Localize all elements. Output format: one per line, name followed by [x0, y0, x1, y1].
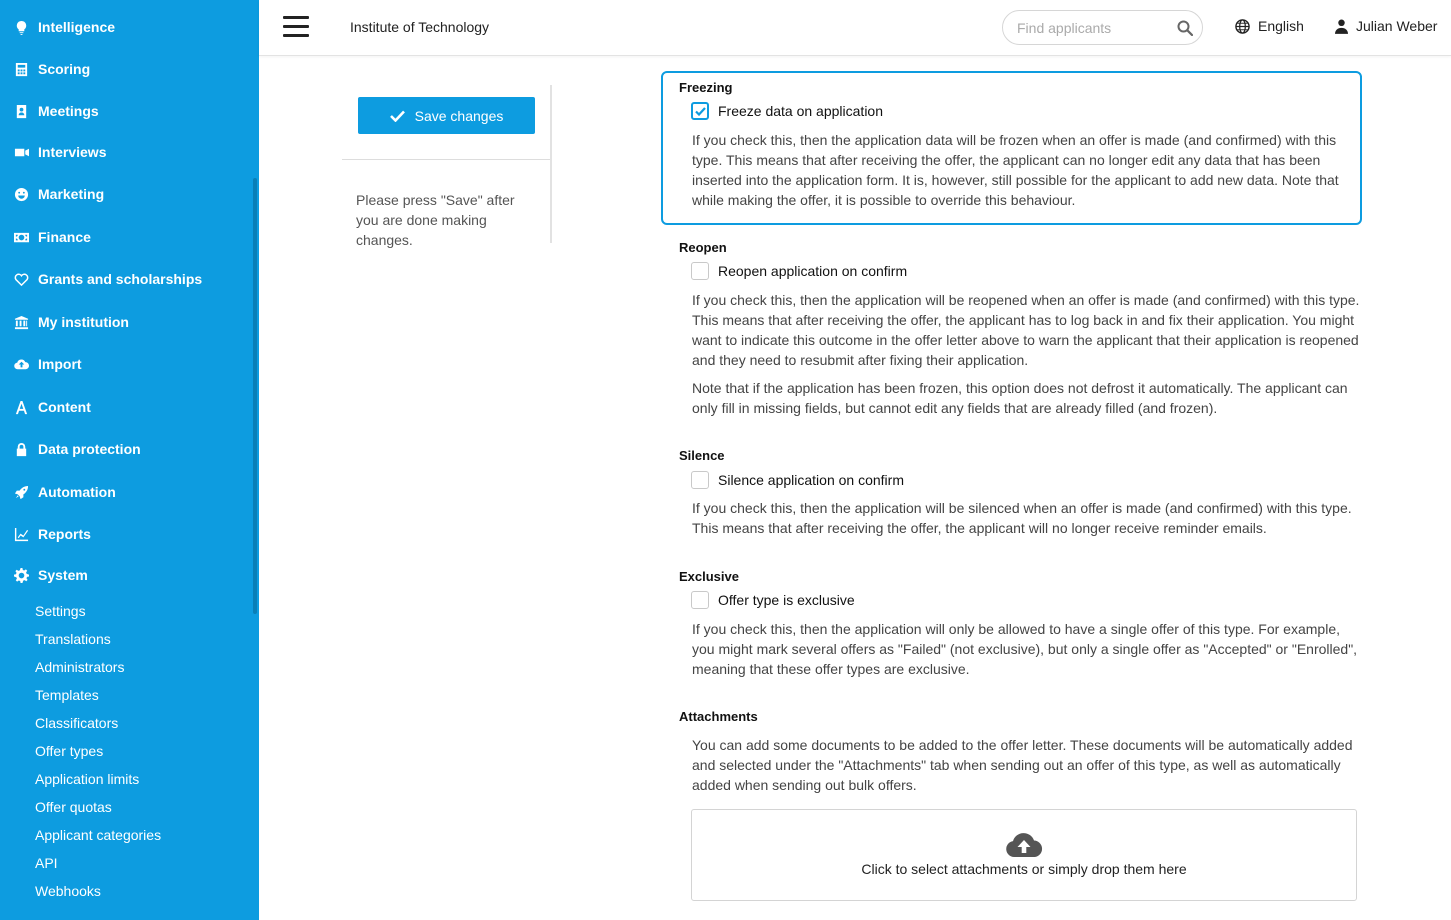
language-label: English — [1258, 18, 1304, 34]
sidebar-item-label: Grants and scholarships — [38, 271, 203, 287]
sidebar-subitem-application-limits[interactable]: Application limits — [35, 771, 140, 787]
search-input[interactable] — [1017, 19, 1167, 37]
freeze-checkbox-row[interactable] — [691, 102, 883, 120]
language-selector[interactable] — [1235, 18, 1304, 34]
reopen-note: Note that if the application has been frozen, this option does not defrost it automatically. The applicant can only fill in missing fields, but cannot edit any fields that are already filled (and frozen). — [692, 380, 1348, 416]
gear-icon — [13, 567, 29, 583]
sidebar-item-label: Scoring — [38, 61, 91, 77]
hamburger-menu-icon[interactable] — [283, 16, 309, 38]
sidebar-item-import[interactable] — [0, 347, 250, 381]
smiley-icon — [13, 186, 29, 202]
rocket-icon — [13, 484, 29, 500]
silence-title: Silence — [679, 448, 725, 463]
sidebar-item-label: My institution — [38, 314, 129, 330]
reopen-checkbox[interactable] — [691, 262, 709, 280]
reopen-title: Reopen — [679, 240, 727, 255]
lightbulb-icon — [13, 19, 29, 35]
attachments-description: You can add some documents to be added to the offer letter. These documents will be automatically added and selected under the "Attachments" tab when sending out an offer of this type, as well as automatically added when sending out bulk offers. — [692, 737, 1353, 793]
reopen-checkbox-row[interactable] — [691, 262, 907, 280]
sidebar-item-system[interactable] — [0, 558, 250, 592]
exclusive-checkbox-label: Offer type is exclusive — [718, 592, 855, 608]
sidebar-subitem-offer-types[interactable]: Offer types — [35, 743, 104, 759]
freeze-checkbox-label: Freeze data on application — [718, 103, 883, 119]
sidebar-item-label: Content — [38, 399, 91, 415]
sidebar-item-label: Interviews — [38, 144, 107, 160]
heart-icon — [13, 271, 29, 287]
save-button[interactable] — [358, 97, 535, 134]
calculator-icon — [13, 61, 29, 77]
sidebar-item-label: Meetings — [38, 103, 99, 119]
money-bill-icon — [13, 229, 29, 245]
sidebar-item-label: Finance — [38, 229, 91, 245]
sidebar-item-meetings[interactable] — [0, 94, 250, 128]
sidebar-item-label: System — [38, 567, 88, 583]
dropzone-text: Click to select attachments or simply drop them here — [861, 861, 1187, 877]
top-bar — [259, 0, 1451, 56]
save-button-label: Save changes — [414, 107, 504, 124]
sidebar-item-label: Marketing — [38, 186, 105, 202]
sidebar-item-intelligence[interactable] — [0, 10, 250, 44]
sidebar-item-label: Data protection — [38, 441, 141, 457]
institution-icon — [13, 314, 29, 330]
checkmark-icon — [390, 110, 405, 122]
search-box[interactable] — [1002, 10, 1203, 45]
sidebar-item-interviews[interactable] — [0, 135, 250, 169]
sidebar — [0, 0, 259, 920]
freezing-title: Freezing — [679, 80, 733, 95]
cloud-upload-icon — [1005, 832, 1043, 858]
user-icon — [1335, 19, 1348, 34]
panel-divider — [342, 159, 551, 160]
sidebar-item-automation[interactable] — [0, 475, 250, 509]
sidebar-subitem-settings[interactable]: Settings — [35, 603, 86, 619]
sidebar-item-my-institution[interactable] — [0, 305, 250, 339]
sidebar-item-label: Automation — [38, 484, 116, 500]
silence-checkbox-row[interactable] — [691, 471, 904, 489]
sidebar-item-scoring[interactable] — [0, 52, 250, 86]
cloud-upload-icon — [13, 356, 29, 372]
sidebar-subitem-templates[interactable]: Templates — [35, 687, 99, 703]
sidebar-item-data-protection[interactable] — [0, 432, 250, 466]
exclusive-description: If you check this, then the application will only be allowed to have a single offer of this type. For example, you might mark several offers as "Failed" (not exclusive), but only a single offer as "Accepted" or "Enrolled", meaning that these offer types are exclusive. — [692, 621, 1358, 677]
sidebar-subitem-offer-quotas[interactable]: Offer quotas — [35, 799, 112, 815]
exclusive-checkbox[interactable] — [691, 591, 709, 609]
save-hint-text: Please press "Save" after you are done making changes. — [356, 192, 515, 248]
sidebar-item-marketing[interactable] — [0, 177, 250, 211]
sidebar-item-label: Intelligence — [38, 19, 116, 35]
attachments-title: Attachments — [679, 709, 758, 724]
silence-checkbox[interactable] — [691, 471, 709, 489]
exclusive-title: Exclusive — [679, 569, 739, 584]
sidebar-subitem-applicant-categories[interactable]: Applicant categories — [35, 827, 162, 843]
contact-book-icon — [13, 103, 29, 119]
globe-icon — [1235, 19, 1250, 34]
checkmark-icon — [695, 107, 706, 116]
exclusive-checkbox-row[interactable] — [691, 591, 855, 609]
sidebar-item-reports[interactable] — [0, 517, 250, 551]
attachments-dropzone[interactable] — [691, 809, 1357, 901]
silence-description: If you check this, then the application will be silenced when an offer is made (and confirmed) with this type. This means that after receiving the offer, the applicant will no longer receive reminder emails. — [692, 500, 1352, 536]
reopen-description: If you check this, then the application will be reopened when an offer is made (and confirmed) with this type. This means that after receiving the offer, the applicant has to log back in and fix their application. You might want to indicate this outcome in the offer letter above to warn the applicant that their application is reopened and they need to resubmit after fixing their application. — [692, 292, 1360, 368]
letter-a-icon — [13, 399, 29, 415]
sidebar-item-label: Reports — [38, 526, 91, 542]
sidebar-subitem-webhooks[interactable]: Webhooks — [35, 883, 101, 899]
lock-icon — [13, 441, 29, 457]
silence-checkbox-label: Silence application on confirm — [718, 472, 904, 488]
sidebar-subitem-translations[interactable]: Translations — [35, 631, 111, 647]
search-icon[interactable] — [1177, 20, 1193, 36]
user-name: Julian Weber — [1356, 18, 1438, 34]
reopen-checkbox-label: Reopen application on confirm — [718, 263, 908, 279]
line-chart-icon — [13, 526, 29, 542]
sidebar-subitem-classificators[interactable]: Classificators — [35, 715, 119, 731]
institution-name: Institute of Technology — [350, 19, 490, 35]
freeze-checkbox[interactable] — [691, 102, 709, 120]
sidebar-item-grants[interactable] — [0, 262, 250, 296]
freezing-description: If you check this, then the application data will be frozen when an offer is made (and confirmed) with this type. This means that after receiving the offer, the applicant can no longer edit any data that has been inserted into the application form. It is, however, still possible for the applicant to add new data. Note that while making the offer, it is possible to override this behaviour. — [692, 132, 1339, 208]
panel-divider-vertical — [550, 85, 552, 243]
sidebar-scrollbar[interactable] — [253, 178, 257, 614]
user-menu[interactable] — [1335, 18, 1437, 34]
sidebar-item-label: Import — [38, 356, 82, 372]
sidebar-item-content[interactable] — [0, 390, 250, 424]
sidebar-subitem-administrators[interactable]: Administrators — [35, 659, 125, 675]
sidebar-item-finance[interactable] — [0, 220, 250, 254]
sidebar-subitem-api[interactable]: API — [35, 855, 58, 871]
video-camera-icon — [13, 144, 29, 160]
